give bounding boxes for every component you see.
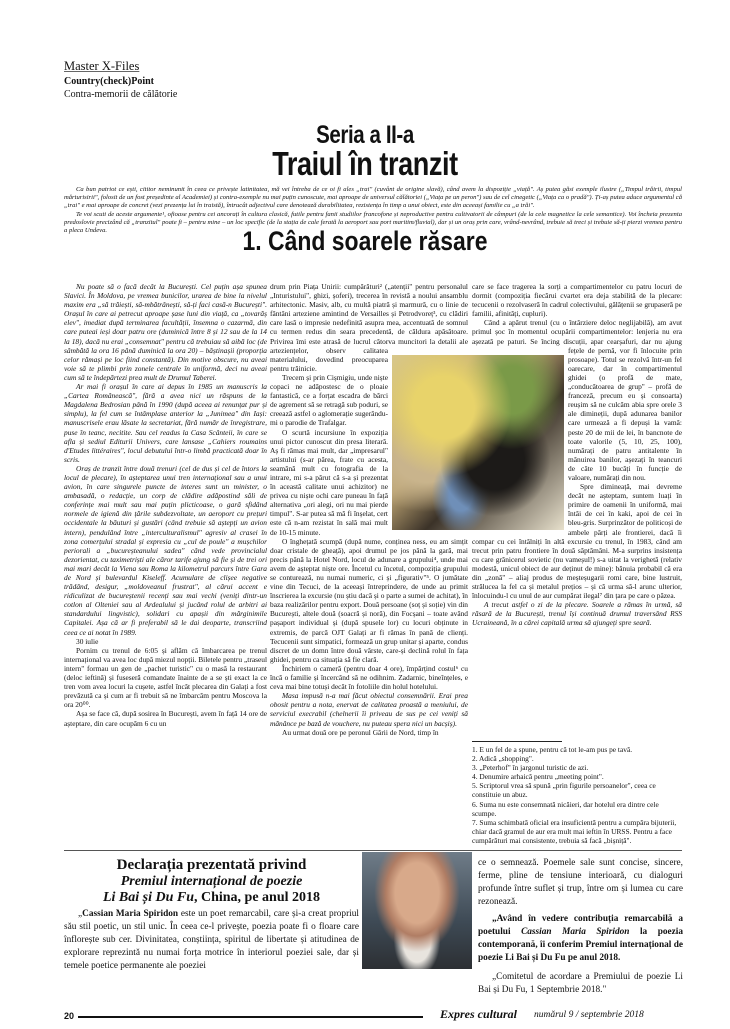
- quote-signature: „Comitetul de acordare a Premiului de poezie Li Bai și Du Fu, 1 Septembrie 2018.": [478, 972, 683, 995]
- declaration-continuation-text: ce o semnează. Poemele sale sunt concise, sincere, ferme, pline de tensiune interioară, cu dialoguri profunde între suflet și trup, între om și lumea cu care rezonează.: [478, 858, 683, 907]
- article-column-1: [64, 282, 267, 728]
- quote-part-2: la poezia contemporană, îi conferim Premiul internațional de poezie Li Bai și Du Fu pe anul 2018.: [478, 927, 684, 963]
- paragraph: Pornim cu trenul de 6:05 și aflăm că îmbarcarea pe trenul internațional va avea loc după miezul nopții. Biletele pentru „traseul intern" formau un gen de „pachet turistic" cu o masă la restaurant (deloc ieftină) și fuseseră comandate înainte de a se ști exact la ce tren vom avea locuri la cușete, astfel încât plecarea din Galați a fost prevăzută ca și cum ar fi trebuit să ne îmbarcăm pentru Moscova la ora 20⁰⁰.: [64, 645, 267, 710]
- paragraph: Când a apărut trenul (cu o întârziere deloc neglijabilă), am avut primul șoc în momentul ocupării compartimentelor: lenjeria nu era așezată pe paturi. Se încing discuții, apar cearșafuri, dar nu ajung fețele de pernă, vor fi înlocuite prin prosoape). Totul se rezolvă într-un fel oarecare, dar în compartimentul ghidei (o profă de mate, „conducătoarea de grup" – profă de franceză, precum eu și consoarta) reușim să ne culcăm abia spre orele 3 ale dimineții, după adunarea banilor care urmează a fi depuși la vamă: peste 20 de mii de lei, în bancnote de toate valorile (5, 10, 25, 100), numărați de patru antitalente în mânuirea banilor, așezați în teancuri de câte 10 bucăți în funcție de valoare, numărați din nou.: [472, 318, 682, 482]
- footnote: 6. Suma nu este consemnată nicăieri, dar hotelul era dintre cele scumpe.: [472, 799, 659, 818]
- declaration-body-text: este un poet remarcabil, care și-a creat propriul său stil poetic, un stil unic. În ceea ce-l privește, poezia poate fi o floare care înflorește sub cer. Divinitatea, conștiința, spiritul de libertate și atitudinea de explorare reprezintă nu numai forța motrice în interiorul poeziei sale, dar și temele poetice permanente ale poeziei: [64, 909, 359, 971]
- paragraph: Ar mai fi orașul în care ai depus în 1985 un manuscris la „Cartea Românească", fără a avea nici un răspuns de la Magdalena Bedrosian până în 1990 (după aceea ai renunțat pur și simplu), la fel cum se întâmplase anterior la „Junimea" din Iași: manuscrisele erau lăsate la secretariat, fără număr de înregistrare, puse în teanc, necitite. Sau cel readus la Casa Scânteii, în care se afla și sediul Editurii Univers, care lansase „Cahiers roumains d'Etudes littéraires", locul debutului într-o limbă practicată doar în scris.: [64, 382, 267, 464]
- declaration-heading-line1: Declarația prezentată privind: [116, 857, 307, 873]
- paragraph: O înghețată scumpă (după nume, conținea ness, eu am simțit doar cristale de gheață), apoi drumul pe jos până la gară, mai precis până la Hotel Nord, locul de adunare a grupului⁴, unde mai avem de așteptat niște ore. Încetul cu încetul, compoziția grupului se conturează, nu numai numeric, ci și „figurativ"⁵. O jumătate vine din Tecuci, de la aceeași întreprindere, de unde au primit înscrierea la excursie (nu știu dacă și o parte a sumei de achitat), în baza realizărilor pentru export. Două persoane (soț și soție) vin din București, altele două (soacră și noră), din Focșani – toate având pașaport individual și (după spusele lor) cu locuri obținute in extremis, de parcă OJT Galați ar fi rămas în pană de clienți. Tecucenii sunt simpatici, formează un grup unitar și aparte, condus discret de un domn între două vârste, care-și declină rolul în fața ghidei, pentru ca situația să fie clară.: [270, 536, 468, 664]
- paragraph: Trecem și prin Cișmigiu, unde niște copaci ne adăpostesc de o ploaie fantastică, ce a forțat escadra de bărci de agrement să se retragă sub poduri, se creează astfel o aglomerație sugerându-mi o parodie de Trafalgar.: [270, 372, 388, 428]
- paragraph: 30 iulie: [76, 636, 99, 646]
- footnote: 1. E un fel de a spune, pentru că tot le-am pus pe tavă.: [472, 745, 633, 754]
- quote-poet-name: Cassian Maria Spiridon: [521, 927, 630, 937]
- declaration-heading: [64, 857, 359, 906]
- quote-part-1: „Având în vedere contribuția remarcabilă a poetului: [478, 914, 683, 937]
- footnote: 2. Adică „shopping".: [472, 754, 534, 764]
- section-title: Master X-Files: [64, 59, 140, 73]
- footnote: 5. Scriptorul vrea să spună „prin figurile persoanelor", ceea ce constituie un abuz.: [472, 781, 656, 800]
- paragraph: Spre dimineață, mai devreme decât ne așteptam, suntem luați în primire de oamenii în uniformă, mai întâi de cei în kaki, apoi de cei în bleu-gris. Surprinzător de politicoși de ambele părți ale frontierei, dacă îi compar cu cei întâlniți în altă excursie cu trenul, în 1983, când am trecut prin patru frontiere în două săptămâni. M-a surprins insistența cu care grănicerul sovietic (nu vameșul!) s-a uitat la verighetă (relativ modestă, unicul obiect de aur deținut de mine): bănuia probabil că era din „zonă" – aliaj produs de meșteșugarii romi care, bine lustruit, strălucea la fel ca și metalul prețios – și că urma să-l arunc ulterior, înlocuindu-l cu unul de aur cumpărat ilegal⁷ din țara pe care o păzea.: [472, 482, 682, 601]
- open-quote: „: [78, 909, 83, 919]
- magazine-name: Expres cultural: [440, 1007, 518, 1021]
- footnote: 7. Suma schimbată oficial era insuficientă pentru a cumpăra bijuterii, chiar dacă gramul de aur era mult mai ieftin în URSS. Pentru a face cumpărături mai consistente, trebuia să facă „bișniță".: [472, 817, 677, 845]
- rubric-title: Country(check)Point: [64, 76, 154, 87]
- paragraph: care se face tragerea la sorți a compartimentelor cu patru locuri de dormit (compoziția fiecărui cvartet era deja stabilită de la plecare: tecucenii o rezolvaseră în cadrul colectivului, gălățenii se grupaseră pe familii, afinități, cupluri).: [472, 282, 682, 319]
- paragraph: Masa impusă n-a mai făcut obiectul consemnării. Erai prea obosit pentru a nota, enervat de calitatea proastă a meniului, de serviciul execrabil (chelnerii îi priveau de sus pe cei veniți să mănânce pe bază de vouchere, nu puteau spera nici un bacșiș).: [270, 691, 468, 728]
- footnote-divider: [472, 741, 562, 742]
- poet-photo: [362, 852, 472, 969]
- paragraph: Oraș de tranzit între două trenuri (cel de dus și cel de întors la locul de plecare), în așteptarea unui tren internațional sau a unui avion, în care singurele puncte de interes sunt un minister, o ambasadă, o redacție, un corp de clădire adăpostind săli de conferințe mai mult sau mai puțin plicticoase, o gară sfidând normele de igienă din țările subdezvoltate, un aeroport cu prețuri occidentale la băuturi și gustări (când trebuie să aștepți un avion intern), pendulând între „interculturalismul" agresiv al crasei în zona comerțului stradal și expresia cu „cul de poule" a mușchilor periorali a „bucureșteanului sadea" când vede provincialul dezorientat, cu taximetriști ale căror tarife ajung să fie și de trei ori mai mari decât la Viena sau Roma la kilometrul parcurs între Gara de Nord și bulevardul Kiseleff. Acumulare de clișee negative trădând, desigur, „moldoveanul frustrat", al cărui accent e ridiculizat de bucureștenii recenți sau mai vechi (veniți dintr-un cotlon al Olteniei sau al Ardealului și jucând rolul de arbitri ai standardului lingvistic), solidari cu apașii din mărginimile Capitalei. Așa că ar fi preferabil să le dai deoparte, transcriind ceea ce ai notat în 1989.: [64, 463, 267, 637]
- intro-paragraph: Ca bun patriot ce ești, cititor neminunit în ceea ce privește latinitatea, mă vei întreba de ce oi fi ales „trai" (cuvânt de origine slavă), când avem la dispoziție „viață". Aș putea găsi exemple ilustre („Timpul trăirii, timpul mărturisirii", folosit de un fost președinte al Academiei) și contra-exemple nu mai puțin cunoscute, mai aproape de universul călătoriei („Viața pe un peron") sau de cel cinegetic („Viața ca o pradă"). Ți-aș putea aduce argumentul că „trai" e mai aproape de concret (vezi prezența lui în traistă), întrucât adjectivul care denotează durabilitatea, rezistența în timp a unui obiect, este din aceeași familie cu „a trăi".: [64, 186, 682, 210]
- paragraph: Nu poate să o facă decât la București. Cel puțin așa spunea Slavici. În Moldova, pe vremea bunicilor, urarea de bine la nivelul maxim era „să trăiești, să-mbătrânești, să-ți faci casă-n București". Orașul în care ai petrecut aproape șase luni din viață, ca „tovarăș elev", imediat după terminarea facultății, însemna o cazarmă, din care puteai ieși doar patru ore (duminică între 8 și 12 sau de la 14 la 18), dacă nu erai „consemnat" pentru că trebuiau să aibă loc (de sâmbătă la ora 16 până duminică la ora 20) – băștinașii (proporția celor rămași pe loc fiind constantă). Din motive obscure, nu aveai voie să te plimbi prin zonele centrale în uniformă, deci nu aveai cum să te îndepărtezi prea mult de Drumul Taberei.: [64, 282, 267, 382]
- page-number: 20: [64, 1011, 75, 1021]
- section-divider: [64, 850, 682, 851]
- intro-paragraph: Te voi scuti de aceste argumente¹, ofioase pentru cei ancorați în cultura clasică, futile pentru fanii studiilor francofone și neproductive pentru cultivatorii de câmpuri (de la cele magnetice la cele semantice). Voi încheia prezenta predoslovie precizând că „tranzitul" poate fi – pentru mine – un loc specific (de la stația de cale ferată la aeroport sau port maritim/fluvial), dar și un oraș prin care, vrând-nevrând, trebuie să treci și trebuie să-ți pierzi vremea pentru a pleca Undeva.: [64, 210, 682, 235]
- declaration-quote: [478, 913, 683, 1003]
- paragraph: O scurtă incursiune în expoziția unui pictor cunoscut din presa literară. Aș fi rămas mai mult, dar „impresarul" artistului (s-ar părea, frate cu acesta, seamănă mult cu fotografia de la intrare, mi s-a părut că s-a și prezentat în această calitate unui achizitor) ne privea cu niște ochi care puneau în față alternativa „ori alegi, ori nu mai pierde timpul". S-ar putea să mă fi înșelat, cert este că n-am rezistat în sală mai mult de 10-15 minute.: [270, 427, 388, 537]
- paragraph: A trecut astfel o zi de la plecare. Soarele a rămas în urmă, să răsară de la București, trenul își continuă drumul traversând RSS Ucraineană, în a cărei capitală urma să ajungeți spre seară.: [472, 600, 682, 628]
- paragraph: Închiriem o cameră (pentru doar 4 ore), împărțind costul⁶ cu încă o familie și încercând să ne odihnim. Zadarnic, bineînțeles, e ceva mai bine totuși decât în fotoliile din holul hotelului.: [270, 663, 468, 692]
- prize-country-year: , China, pe anul 2018: [193, 890, 321, 905]
- series-title: Seria a II-a: [316, 121, 414, 149]
- chapter-title: 1. Când soarele răsare: [242, 226, 488, 256]
- footer-rule: [78, 1016, 423, 1018]
- declaration-heading-line3: [64, 890, 359, 906]
- page-header: [64, 59, 177, 100]
- footnotes: [472, 745, 682, 845]
- footnote: 4. Denumire arhaică pentru „meeting point".: [472, 772, 604, 782]
- issue-info: numărul 9 / septembrie 2018: [534, 1010, 644, 1020]
- footnote: 3. „Peterhof" în jargonul turistic de azi.: [472, 763, 589, 773]
- paragraph: drum prin Piața Unirii: cumpărături² („atenții" pentru personalul „Inturistului", ghizi, șoferi), trecerea în revistă a noului ansamblu arhitectonic. Masiv, alb, cu multă piatră și marmură, cu o linie de fântâni arteziene amintind de Versailles și Petrodvoreț³, cu clădiri care lasă o impresie nedefinită asupra mea, accentuată de somnul cu termen redus din seara precedentă, de căldura apăsătoare. Privirea îmi este atrasă de lucrul câtorva muncitori la detalii ale arteziențelor, observ calitatea materialului, dovedind preocuparea pentru trăinicie.: [270, 282, 468, 373]
- prize-name: Li Bai și Du Fu: [102, 890, 194, 905]
- painting-image: [392, 355, 564, 530]
- paragraph: Au urmat două ore pe peronul Gării de Nord, timp în: [282, 727, 439, 737]
- declaration-continuation: [478, 857, 683, 909]
- rubric-subtitle: Contra-memorii de călătorie: [64, 89, 178, 100]
- declaration-heading-line2: Premiul internațional de poezie: [120, 874, 303, 889]
- poet-name: Cassian Maria Spiridon: [82, 909, 179, 919]
- paragraph: Așa se face că, după sosirea în București, avem în față 14 ore de așteptare, din care ocupăm 6 cu un: [64, 709, 267, 728]
- declaration-body: [64, 908, 359, 973]
- article-title: Traiul în tranzit: [272, 145, 458, 182]
